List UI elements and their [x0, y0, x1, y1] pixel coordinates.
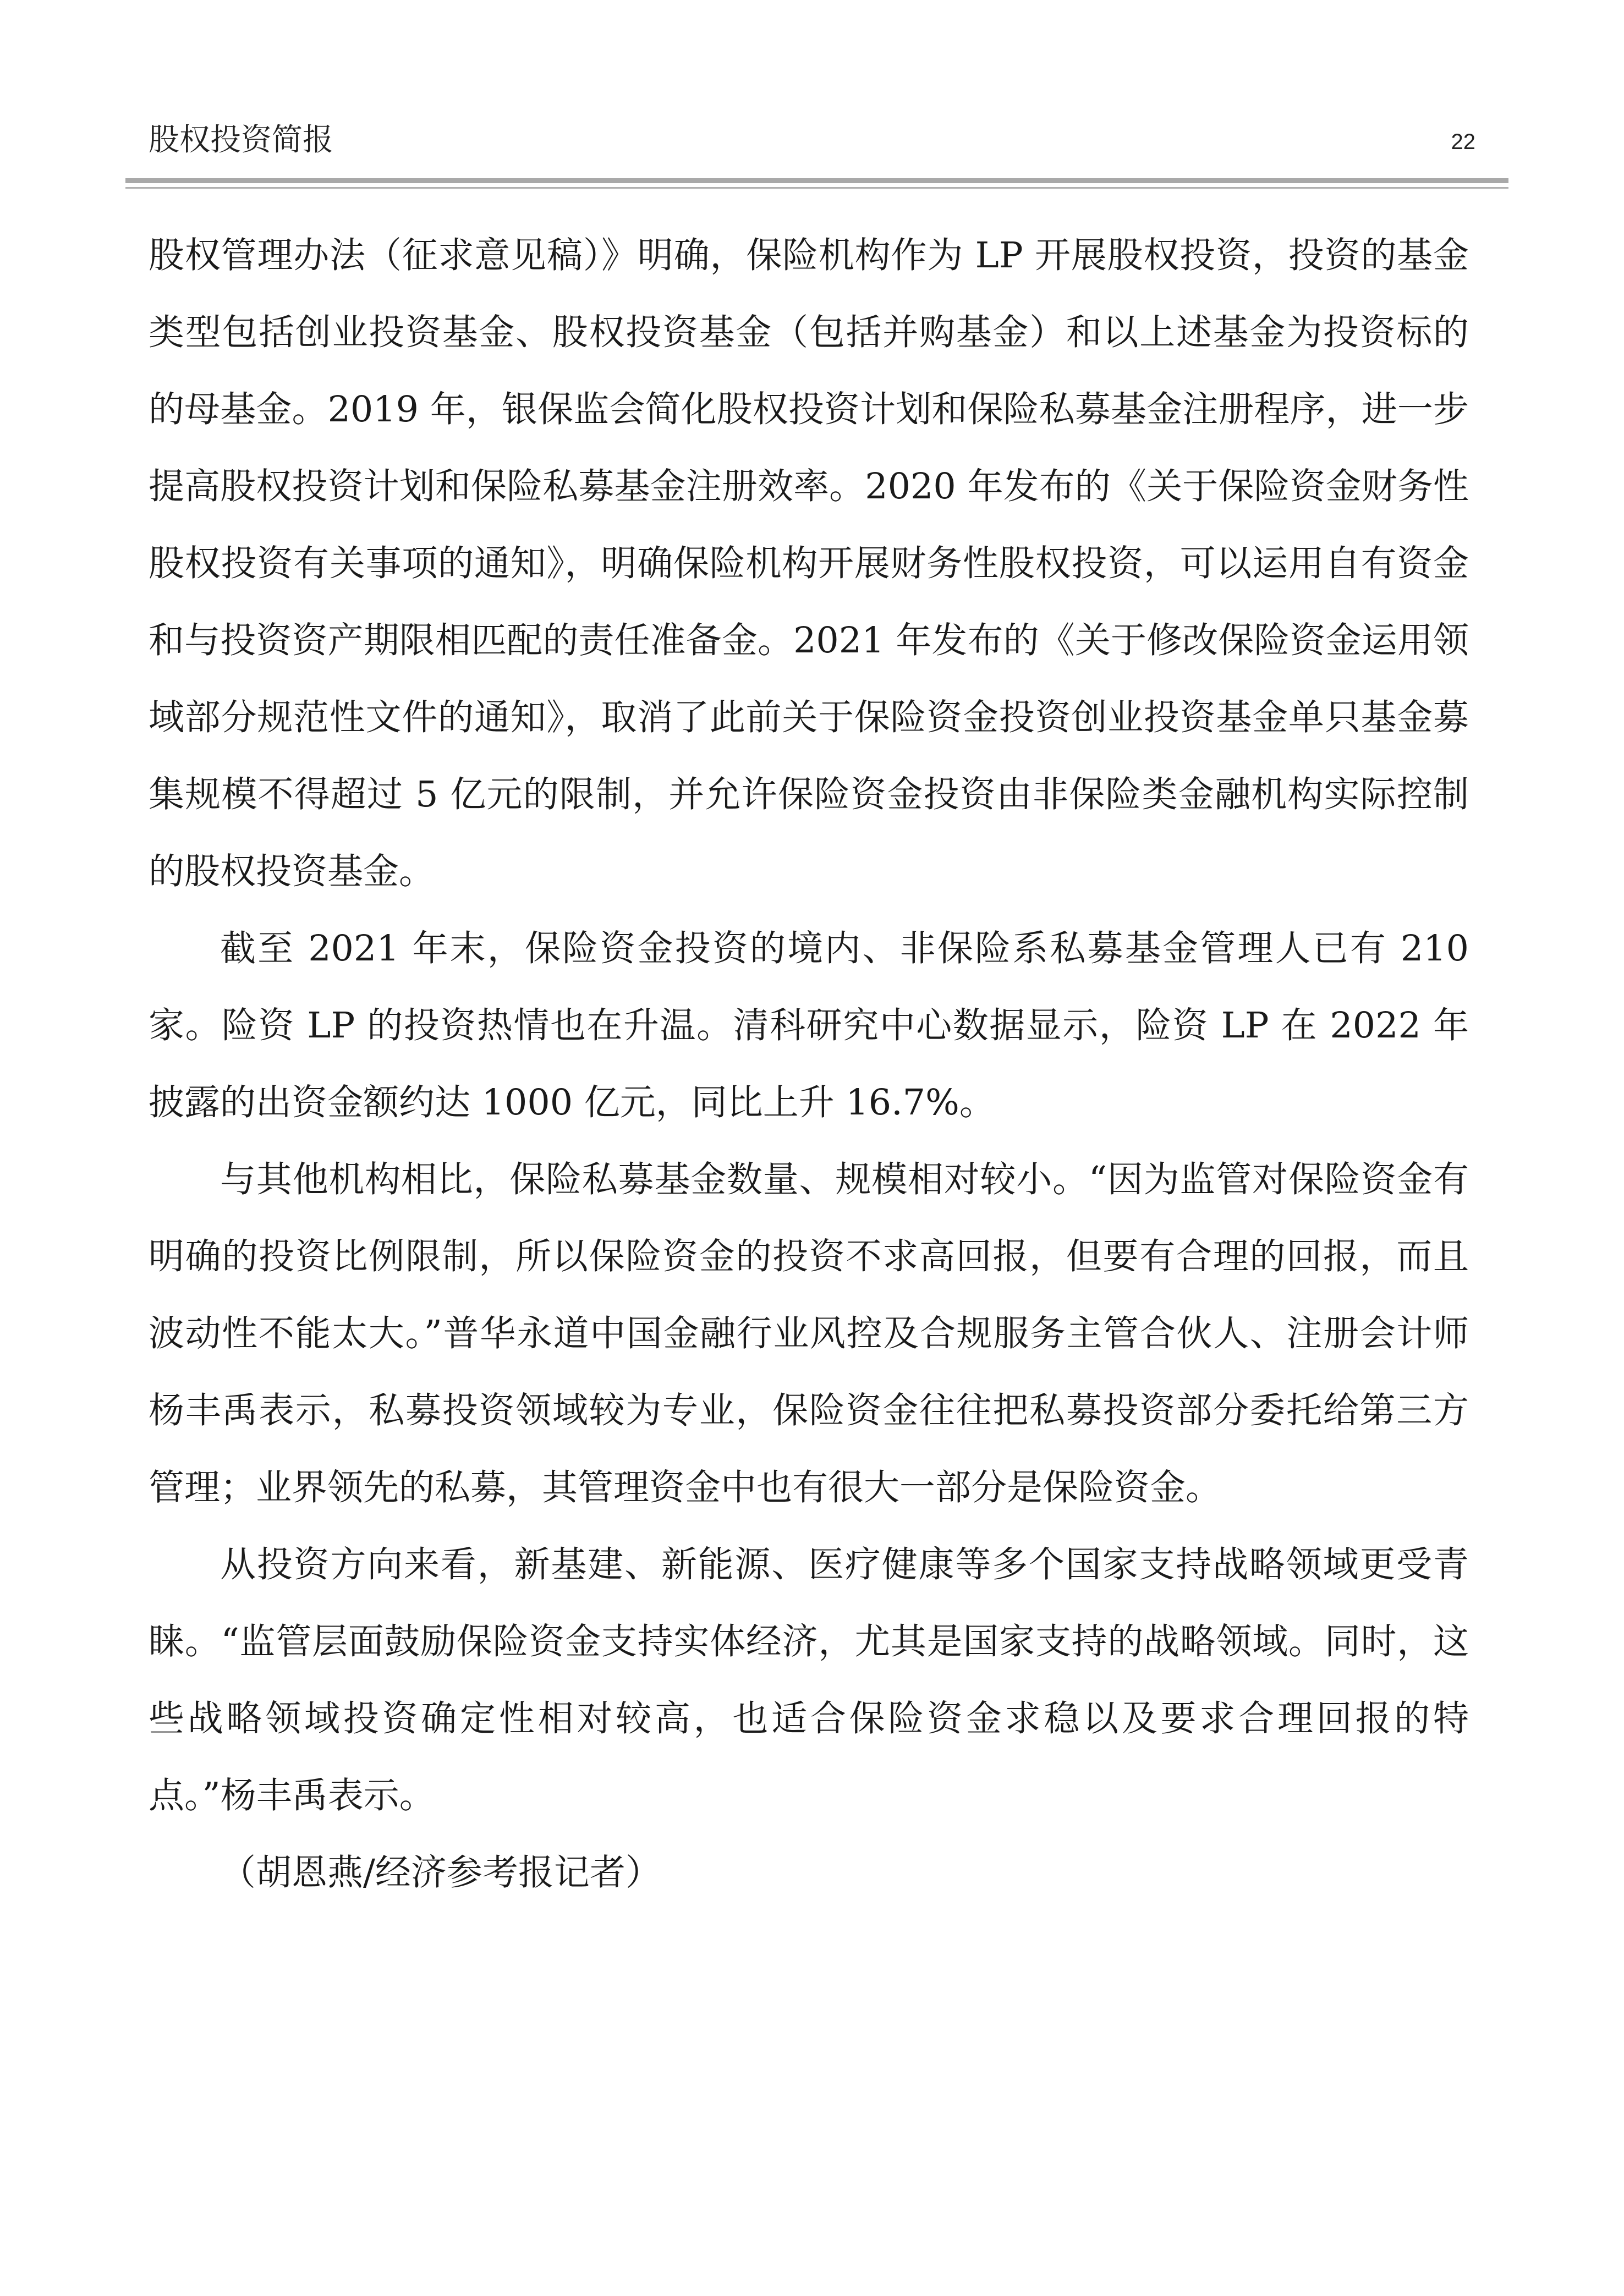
header-rule-thin — [125, 187, 1508, 189]
paragraph: 从投资方向来看，新基建、新能源、医疗健康等多个国家支持战略领域更受青睐。“监管层面鼓励保险资金支持实体经济，尤其是国家支持的战略领域。同时，这些战略领域投资确定性相对较高，也适合保险资金求稳以及要求合理回报的特点。”杨丰禹表示。 — [149, 1544, 1469, 1816]
page-header — [149, 110, 1475, 165]
paragraph: 截至 2021 年末，保险资金投资的境内、非保险系私募基金管理人已有 210 家。险资 LP 的投资热情也在升温。清科研究中心数据显示，险资 LP 在 2022 年披露的出资金额约达 1000 亿元，同比上升 16.7%。 — [149, 928, 1469, 1123]
header-title: 股权投资简报 — [149, 122, 333, 158]
header-rule-thick — [125, 178, 1508, 183]
paragraph-continued: 股权管理办法（征求意见稿）》明确，保险机构作为 LP 开展股权投资，投资的基金类型包括创业投资基金、股权投资基金（包括并购基金）和以上述基金为投资标的的母基金。2019 年，银保监会简化股权投资计划和保险私募基金注册程序，进一步提高股权投资计划和保险私募基金注册效率。2020 年发布的《关于保险资金财务性股权投资有关事项的通知》，明确保险机构开展财务性股权投资，可以运用自有资金和与投资资产期限相匹配的责任准备金。2021 年发布的《关于修改保险资金运用领域部分规范性文件的通知》，取消了此前关于保险资金投资创业投资基金单只基金募集规模不得超过 5 亿元的限制，并允许保险资金投资由非保险类金融机构实际控制的股权投资基金。 — [149, 235, 1469, 892]
paragraph: 与其他机构相比，保险私募基金数量、规模相对较小。“因为监管对保险资金有明确的投资比例限制，所以保险资金的投资不求高回报，但要有合理的回报，而且波动性不能太大。”普华永道中国金融行业风控及合规服务主管合伙人、注册会计师杨丰禹表示，私募投资领域较为专业，保险资金往往把私募投资部分委托给第三方管理；业界领先的私募，其管理资金中也有很大一部分是保险资金。 — [149, 1159, 1469, 1508]
article-body — [149, 217, 1469, 1911]
page-number: 22 — [1451, 130, 1475, 154]
author-byline: （胡恩燕/经济参考报记者） — [220, 1852, 661, 1893]
